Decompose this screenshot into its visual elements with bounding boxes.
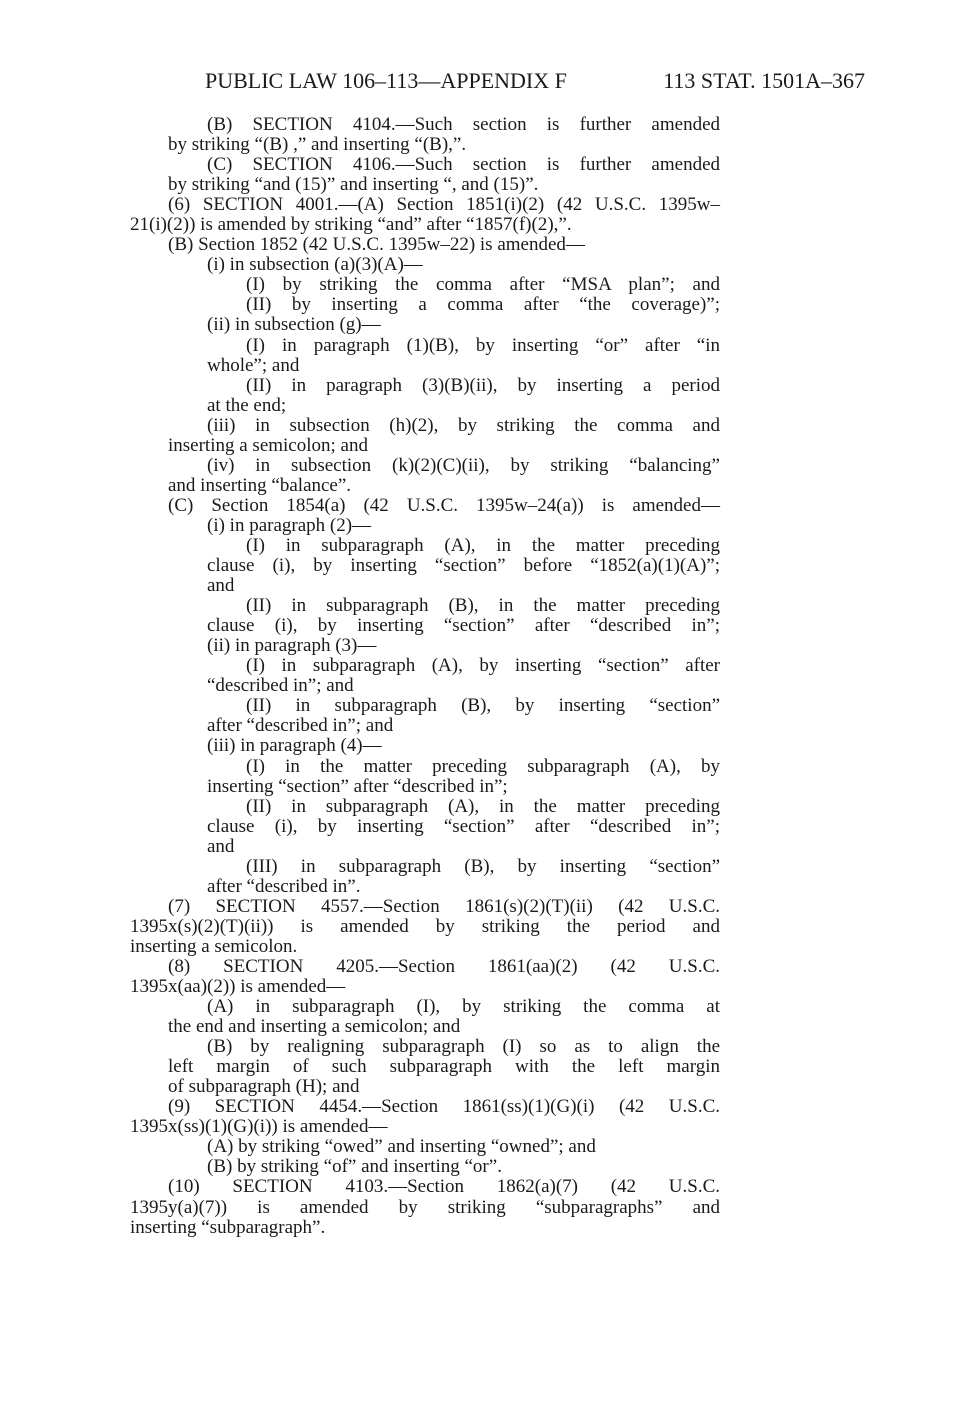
text-line: (C) SECTION 4106.—Such section is further amended xyxy=(207,154,720,176)
text-line: clause (i), by inserting “section” before “1852(a)(1)(A)”; xyxy=(207,555,720,577)
text-line: (iii) in paragraph (4)— xyxy=(207,735,382,757)
text-line: (ii) in subsection (g)— xyxy=(207,314,381,336)
text-line: (II) in subparagraph (B), by inserting “section” xyxy=(246,695,720,717)
text-line: (7) SECTION 4557.—Section 1861(s)(2)(T)(ii) (42 U.S.C. xyxy=(168,895,720,917)
text-line: (II) in subparagraph (B), in the matter preceding xyxy=(246,595,720,617)
text-line: of subparagraph (H); and xyxy=(168,1076,360,1098)
text-line: (6) SECTION 4001.—(A) Section 1851(i)(2) (42 U.S.C. 1395w– xyxy=(168,194,720,216)
text-line: clause (i), by inserting “section” after “described in”; xyxy=(207,615,720,637)
running-head: PUBLIC LAW 106–113—APPENDIX F xyxy=(205,68,567,93)
text-line: (i) in paragraph (2)— xyxy=(207,514,372,536)
text-line: (B) by realigning subparagraph (I) so as to align the xyxy=(207,1036,720,1058)
text-line: inserting “subparagraph”. xyxy=(130,1216,326,1238)
text-line: after “described in”; and xyxy=(207,715,394,737)
text-line: (II) in paragraph (3)(B)(ii), by inserting a period xyxy=(246,374,720,396)
text-line: (I) in paragraph (1)(B), by inserting “or” after “in xyxy=(246,334,720,356)
text-line: whole”; and xyxy=(207,354,300,376)
text-line: by striking “and (15)” and inserting “, and (15)”. xyxy=(168,174,539,196)
text-line: (iv) in subsection (k)(2)(C)(ii), by striking “balancing” xyxy=(207,454,720,476)
text-line: (I) in the matter preceding subparagraph (A), by xyxy=(246,755,720,777)
text-line: inserting “section” after “described in”; xyxy=(207,775,508,797)
text-line: (10) SECTION 4103.—Section 1862(a)(7) (42 U.S.C. xyxy=(168,1176,720,1198)
text-line: 1395x(s)(2)(T)(ii)) is amended by striking the period and xyxy=(130,915,720,937)
text-line: (9) SECTION 4454.—Section 1861(ss)(1)(G)(i) (42 U.S.C. xyxy=(168,1096,720,1118)
text-line: after “described in”. xyxy=(207,875,361,897)
page-header xyxy=(205,66,865,96)
text-line: (B) SECTION 4104.—Such section is further amended xyxy=(207,114,720,135)
text-line: and xyxy=(207,835,235,857)
text-line: “described in”; and xyxy=(207,675,354,697)
text-line: clause (i), by inserting “section” after “described in”; xyxy=(207,815,720,837)
text-line: (B) by striking “of” and inserting “or”. xyxy=(207,1156,502,1178)
text-line: (II) by inserting a comma after “the coverage)”; xyxy=(246,294,720,316)
text-line: (I) by striking the comma after “MSA plan”; and xyxy=(246,274,720,296)
text-line: by striking “(B) ,” and inserting “(B),”. xyxy=(168,134,467,156)
text-line: 1395y(a)(7)) is amended by striking “subparagraphs” and xyxy=(130,1196,720,1218)
text-line: at the end; xyxy=(207,394,287,416)
text-line: (8) SECTION 4205.—Section 1861(aa)(2) (42 U.S.C. xyxy=(168,955,720,977)
text-line: (I) in subparagraph (A), in the matter preceding xyxy=(246,534,720,556)
text-line: 21(i)(2)) is amended by striking “and” after “1857(f)(2),”. xyxy=(130,214,572,236)
text-line: (III) in subparagraph (B), by inserting “section” xyxy=(246,855,720,877)
text-line: inserting a semicolon. xyxy=(130,935,298,957)
text-line: left margin of such subparagraph with the left margin xyxy=(168,1056,720,1078)
text-line: (iii) in subsection (h)(2), by striking the comma and xyxy=(207,414,720,436)
text-line: 1395x(aa)(2)) is amended— xyxy=(130,976,346,998)
statute-page-number: 113 STAT. 1501A–367 xyxy=(663,68,865,93)
text-line: and xyxy=(207,575,235,597)
text-line: (A) by striking “owed” and inserting “owned”; and xyxy=(207,1136,596,1158)
text-line: (A) in subparagraph (I), by striking the comma at xyxy=(207,996,720,1018)
text-line: (C) Section 1854(a) (42 U.S.C. 1395w–24(a)) is amended— xyxy=(168,494,720,516)
text-line: (i) in subsection (a)(3)(A)— xyxy=(207,254,423,276)
page-body xyxy=(0,115,957,1238)
text-line: (ii) in paragraph (3)— xyxy=(207,635,377,657)
text-line: (B) Section 1852 (42 U.S.C. 1395w–22) is amended— xyxy=(168,234,585,256)
text-line: the end and inserting a semicolon; and xyxy=(168,1016,461,1038)
text-line: 1395x(ss)(1)(G)(i)) is amended— xyxy=(130,1116,388,1138)
text-line: and inserting “balance”. xyxy=(168,474,352,496)
text-line: inserting a semicolon; and xyxy=(168,434,368,456)
text-line: (II) in subparagraph (A), in the matter preceding xyxy=(246,795,720,817)
text-line: (I) in subparagraph (A), by inserting “section” after xyxy=(246,655,720,677)
